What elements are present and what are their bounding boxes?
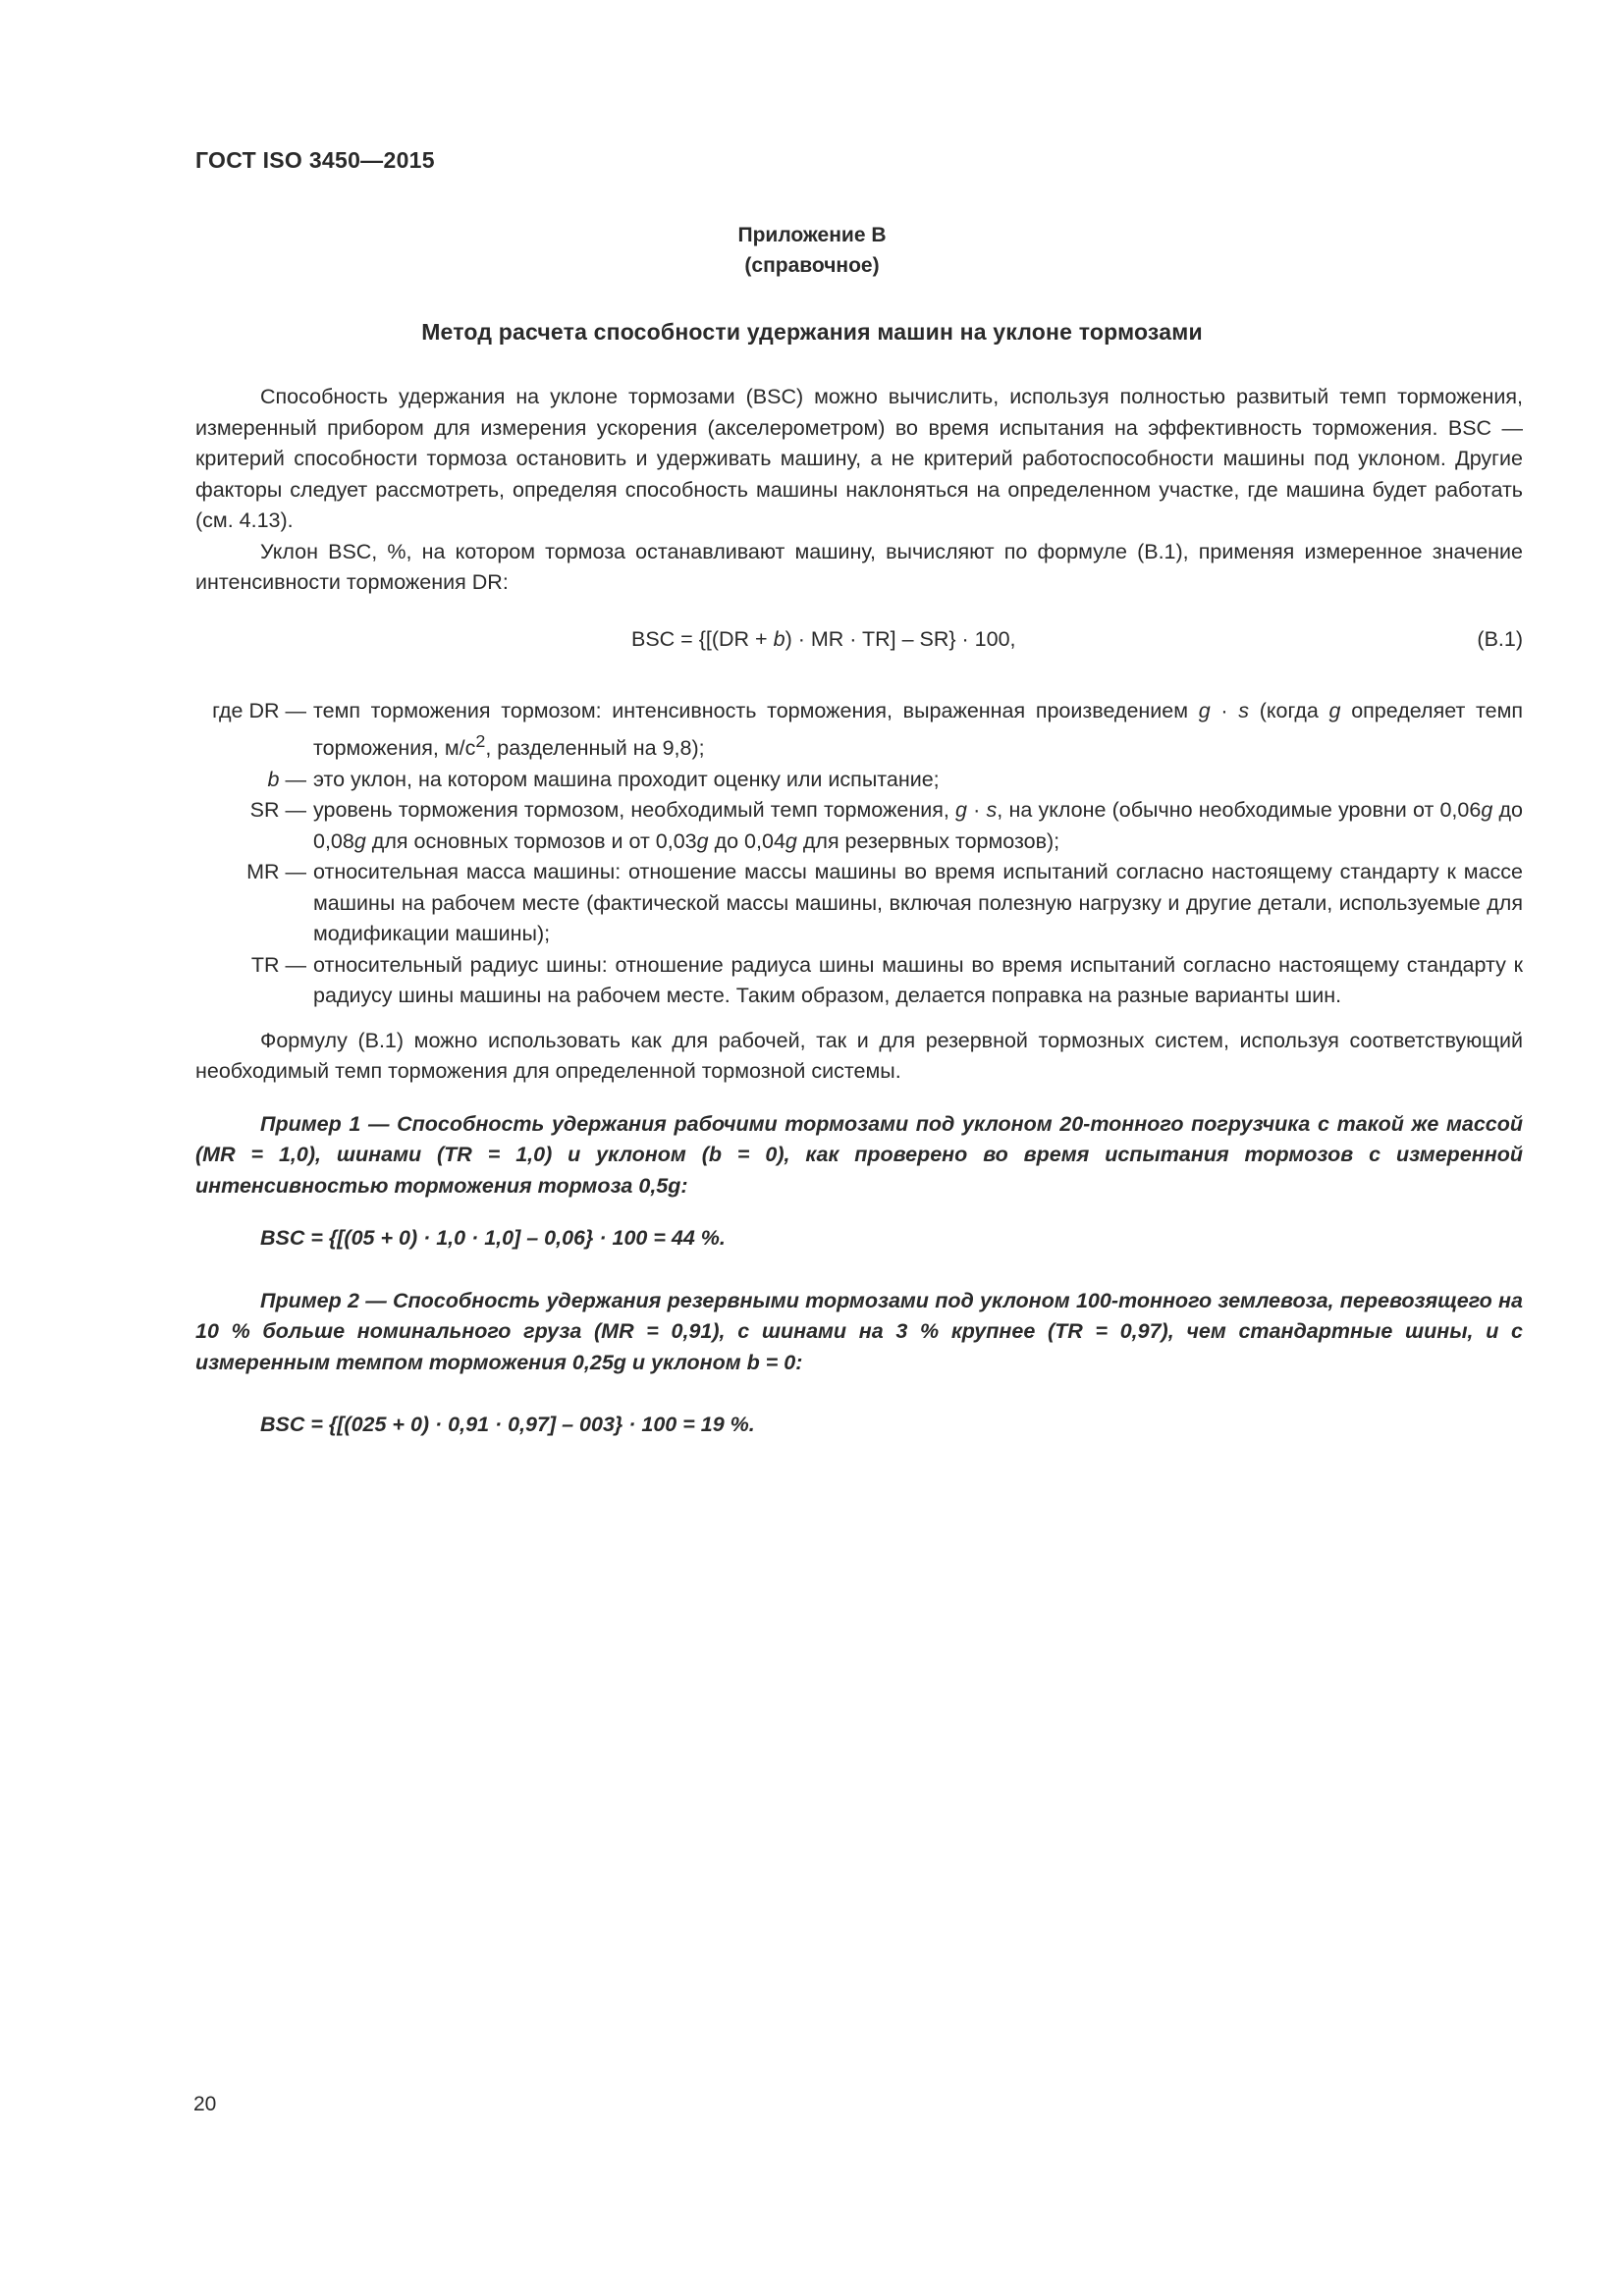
paragraph-intro: Способность удержания на уклоне тормозами (BSC) можно вычислить, используя полностью развитый темп торможения, измеренный прибором для измерения ускорения (акселерометром) во время испытания на эффективность торможения. BSC — критерий способности тормоза остановить и удерживать машину, а не критерий работоспособности машины под уклоном. Другие факторы следует рассмотреть, определяя способность машины наклоняться на определенном участке, где машина будет работать (см. 4.13). bbox=[195, 385, 1523, 532]
section-title: Метод расчета способности удержания машин на уклоне тормозами bbox=[421, 319, 1203, 345]
definition-term: где DR — bbox=[212, 698, 306, 722]
document-header: ГОСТ ISO 3450—2015 bbox=[195, 147, 435, 173]
definition-sr bbox=[195, 795, 1523, 857]
definition-text: относительная масса машины: отношение массы машины во время испытаний согласно настоящему стандарту к массе машины на рабочем месте (фактической массы машины, включая полезную нагрузку и другие детали, используемые для модификации машины); bbox=[313, 860, 1523, 946]
definition-text: это уклон, на котором машина проходит оценку или испытание; bbox=[313, 767, 940, 791]
appendix-label: Приложение В bbox=[737, 224, 887, 246]
definition-b bbox=[195, 765, 1523, 796]
definition-dr bbox=[195, 696, 1523, 765]
example-1: Пример 1 — Способность удержания рабочими тормозами под уклоном 20-тонного погрузчика с такой же массой (MR = 1,0), шинами (TR = 1,0) и уклоном (b = 0), как проверено во время испытания тормозов с измеренной интенсивностью торможения тормоза 0,5g: bbox=[195, 1111, 1523, 1198]
example-2-formula: BSC = {[(025 + 0) · 0,91 · 0,97] – 003} · 100 = 19 %. bbox=[260, 1413, 755, 1437]
definition-text: темп торможения тормозом: интенсивность торможения, выраженная произведением g · s (когда g определяет темп торможения, $м/с^2$, разделенный на 9,8); bbox=[313, 698, 1523, 761]
definition-term: MR — bbox=[246, 860, 306, 884]
definition-tr bbox=[195, 950, 1523, 1012]
page-number: 20 bbox=[193, 2093, 217, 2115]
example-1-formula: BSC = {[(05 + 0) · 1,0 · 1,0] – 0,06} · 100 = 44 %. bbox=[260, 1226, 726, 1251]
definition-text: относительный радиус шины: отношение радиуса шины машины во время испытаний согласно настоящему стандарту к радиусу шины машины на рабочем месте. Таким образом, делается поправка на разные варианты шин. bbox=[313, 952, 1523, 1008]
paragraph-usage: Формулу (В.1) можно использовать как для рабочей, так и для резервной тормозных систем, используя соответствующий необходимый темп торможения для определенной тормозной системы. bbox=[195, 1028, 1523, 1084]
formula-number: (В.1) bbox=[1477, 626, 1523, 651]
definition-term: TR — bbox=[250, 952, 306, 977]
definition-text: уровень торможения тормозом, необходимый темп торможения, g · s, на уклоне (обычно необходимые уровни от 0,06g до 0,08g для основных тормозов и от 0,03g до 0,04g для резервных тормозов); bbox=[313, 798, 1523, 853]
formula-expression: BSC = {[(DR + b) · MR · TR] – SR} · 100, bbox=[631, 626, 1016, 651]
definition-mr bbox=[195, 857, 1523, 950]
document-body bbox=[195, 382, 1523, 1441]
formula-b1 bbox=[195, 624, 1523, 655]
paragraph-formula-intro: Уклон BSC, %, на котором тормоза останавливают машину, вычисляют по формуле (В.1), применяя измеренное значение интенсивности торможения DR: bbox=[195, 539, 1523, 594]
definition-term: SR — bbox=[249, 798, 306, 823]
definitions-list bbox=[195, 696, 1523, 1012]
example-2: Пример 2 — Способность удержания резервными тормозами под уклоном 100-тонного землевоза, перевозящего на 10 % больше номинального груза (MR = 0,91), с шинами на 3 % крупнее (TR = 0,97), чем стандартные шины, и с измеренным темпом торможения 0,25g и уклоном b = 0: bbox=[195, 1288, 1523, 1374]
definition-term: b — bbox=[267, 767, 306, 791]
appendix-type: (справочное) bbox=[744, 254, 880, 277]
